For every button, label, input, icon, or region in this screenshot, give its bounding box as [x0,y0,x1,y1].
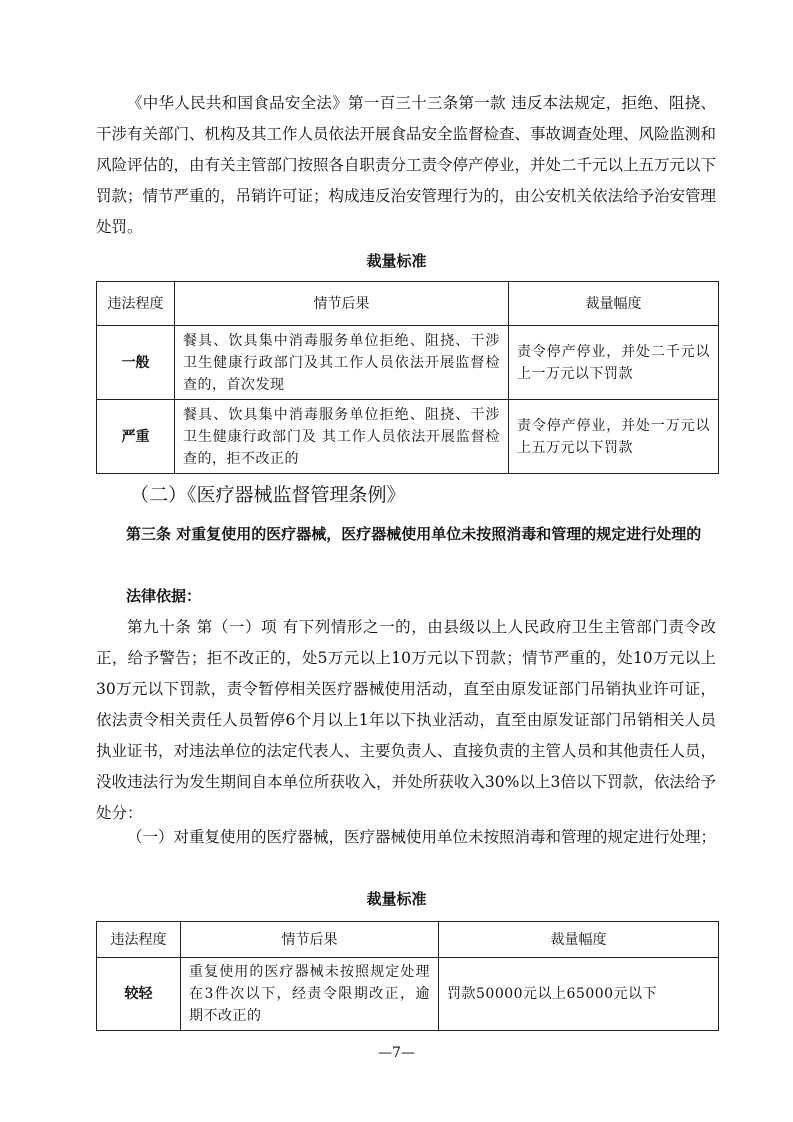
table1-row-degree: 严重 [97,400,175,474]
intro-paragraph: 《中华人民共和国食品安全法》第一百三十三条第一款 违反本法规定，拒绝、阻挠、干涉有关部门、机构及其工作人员依法开展食品安全监督检查、事故调查处理、风险监测和风险评估的，由有关主管部门按照各自职责分工责令停产停业，并处二千元以上五万元以下罚款；情节严重的，吊销许可证；构成违反治安管理行为的，由公安机关依法给予治安管理处罚。 [96,94,717,236]
table1-row [97,326,719,400]
table1-header-circumstance: 情节后果 [175,282,509,326]
table2-row-circumstance: 重复使用的医疗器械未按照规定处理在3件次以下，经责令限期改正，逾期不改正的 [181,958,439,1031]
section-title: （二）《医疗器械监督管理条例》 [130,484,406,506]
table2 [96,921,719,1031]
table2-header-degree: 违法程度 [97,922,181,958]
table1-title: 裁量标准 [366,252,427,270]
table1-row-penalty: 责令停产停业，并处一万元以上五万元以下罚款 [509,400,719,474]
table2-row-degree: 较轻 [97,958,181,1031]
legal-basis-text: 第九十条 第（一）项 有下列情形之一的，由县级以上人民政府卫生主管部门责令改正，给予警告；拒不改正的，处5万元以上10万元以下罚款；情节严重的，处10万元以上30万元以下罚款，责令暂停相关医疗器械使用活动，直至由原发证部门吊销执业许可证，依法责令相关责任人员暂停6个月以上1年以下执业活动，直至由原发证部门吊销相关人员执业证书，对违法单位的法定代表人、主要负责人、直接负责的主管人员和其他责任人员，没收违法行为发生期间自本单位所获收入，并处所获收入30%以上3倍以下罚款，依法给予处分： [96,618,717,822]
table1-header-row [97,282,719,326]
table2-title: 裁量标准 [366,890,427,908]
table1-row-circumstance: 餐具、饮具集中消毒服务单位拒绝、阻挠、干涉卫生健康行政部门及 其工作人员依法开展监督检查的，拒不改正的 [175,400,509,474]
table2-header-penalty: 裁量幅度 [439,922,719,958]
table2-header-circumstance: 情节后果 [181,922,439,958]
article-title: 第三条 对重复使用的医疗器械，医疗器械使用单位未按照消毒和管理的规定进行处理的 [126,525,702,543]
table2-header-row [97,922,719,958]
table2-row [97,958,719,1031]
table1-header-penalty: 裁量幅度 [509,282,719,326]
table1-row [97,400,719,474]
table1-row-penalty: 责令停产停业，并处二千元以上一万元以下罚款 [509,326,719,400]
table1-row-circumstance: 餐具、饮具集中消毒服务单位拒绝、阻挠、干涉卫生健康行政部门及其工作人员依法开展监督检查的，首次发现 [175,326,509,400]
table1 [96,281,719,474]
table2-row-penalty: 罚款50000元以上65000元以下 [439,958,719,1031]
page-number: —7— [378,1045,415,1061]
table1-row-degree: 一般 [97,326,175,400]
table1-header-degree: 违法程度 [97,282,175,326]
item-text: （一）对重复使用的医疗器械，医疗器械使用单位未按照消毒和管理的规定进行处理； [127,828,717,846]
legal-basis-label: 法律依据： [126,587,202,605]
